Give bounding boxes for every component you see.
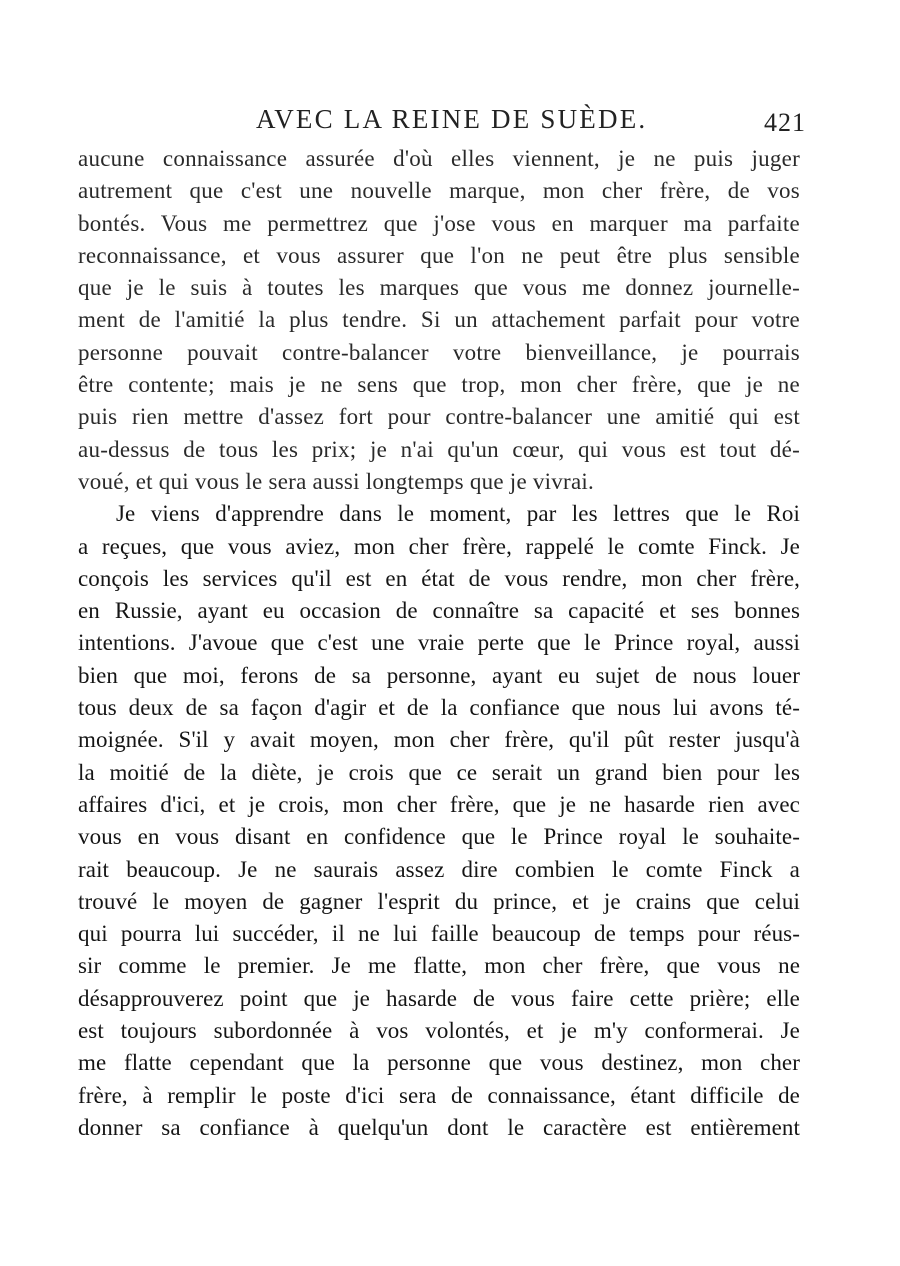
text-line: vous en vous disant en confidence que le Prince royal le souhaite- (78, 824, 800, 850)
text-line: me flatte cependant que la personne que vous destinez, mon cher (78, 1050, 800, 1076)
text-line: affaires d'ici, et je crois, mon cher frère, que je ne hasarde rien avec (78, 791, 800, 817)
page-number: 421 (764, 108, 806, 137)
body-text (78, 143, 800, 1144)
text-line: voué, et qui vous le sera aussi longtemps que je vivrai. (78, 468, 595, 494)
text-line: est toujours subordonnée à vos volontés, et je m'y conformerai. Je (78, 1018, 800, 1044)
text-line: en Russie, ayant eu occasion de connaître sa capacité et ses bonnes (78, 598, 800, 624)
text-line: autrement que c'est une nouvelle marque, mon cher frère, de vos (78, 178, 800, 204)
text-line: puis rien mettre d'assez fort pour contre-balancer une amitié qui est (78, 404, 800, 430)
text-line: trouvé le moyen de gagner l'esprit du prince, et je crains que celui (78, 888, 800, 914)
text-line: être contente; mais je ne sens que trop, mon cher frère, que je ne (78, 372, 800, 398)
text-line: la moitié de la diète, je crois que ce serait un grand bien pour les (78, 759, 800, 785)
running-head (0, 104, 900, 140)
text-line: conçois les services qu'il est en état de vous rendre, mon cher frère, (78, 565, 800, 591)
text-line: sir comme le premier. Je me flatte, mon cher frère, que vous ne (78, 953, 800, 979)
text-line: a reçues, que vous aviez, mon cher frère, rappelé le comte Finck. Je (78, 533, 800, 559)
text-line: ment de l'amitié la plus tendre. Si un attachement parfait pour votre (78, 307, 800, 333)
paragraph-1 (78, 143, 800, 498)
text-line: tous deux de sa façon d'agir et de la confiance que nous lui avons té- (78, 695, 800, 721)
text-line: rait beaucoup. Je ne saurais assez dire combien le comte Finck a (78, 856, 800, 882)
text-line: reconnaissance, et vous assurer que l'on ne peut être plus sensible (78, 242, 800, 268)
text-line: moignée. S'il y avait moyen, mon cher frère, qu'il pût rester jusqu'à (78, 727, 800, 753)
text-line: que je le suis à toutes les marques que vous me donnez journelle- (78, 275, 800, 301)
text-line: Je viens d'apprendre dans le moment, par les lettres que le Roi (116, 501, 800, 527)
running-title: AVEC LA REINE DE SUÈDE. (256, 104, 648, 134)
text-line: personne pouvait contre-balancer votre bienveillance, je pourrais (78, 339, 800, 365)
text-line: intentions. J'avoue que c'est une vraie perte que le Prince royal, aussi (78, 630, 800, 656)
paragraph-2 (78, 498, 800, 1144)
text-line: donner sa confiance à quelqu'un dont le caractère est entièrement (78, 1114, 800, 1140)
text-line: aucune connaissance assurée d'où elles viennent, je ne puis juger (78, 146, 800, 171)
text-line: bontés. Vous me permettrez que j'ose vous en marquer ma parfaite (78, 210, 800, 236)
text-line: désapprouverez point que je hasarde de vous faire cette prière; elle (78, 985, 800, 1011)
text-line: frère, à remplir le poste d'ici sera de connaissance, étant difficile de (78, 1082, 800, 1108)
text-line: bien que moi, ferons de sa personne, ayant eu sujet de nous louer (78, 662, 800, 688)
text-line: au-dessus de tous les prix; je n'ai qu'un cœur, qui vous est tout dé- (78, 436, 800, 462)
text-line: qui pourra lui succéder, il ne lui faille beaucoup de temps pour réus- (78, 921, 800, 947)
